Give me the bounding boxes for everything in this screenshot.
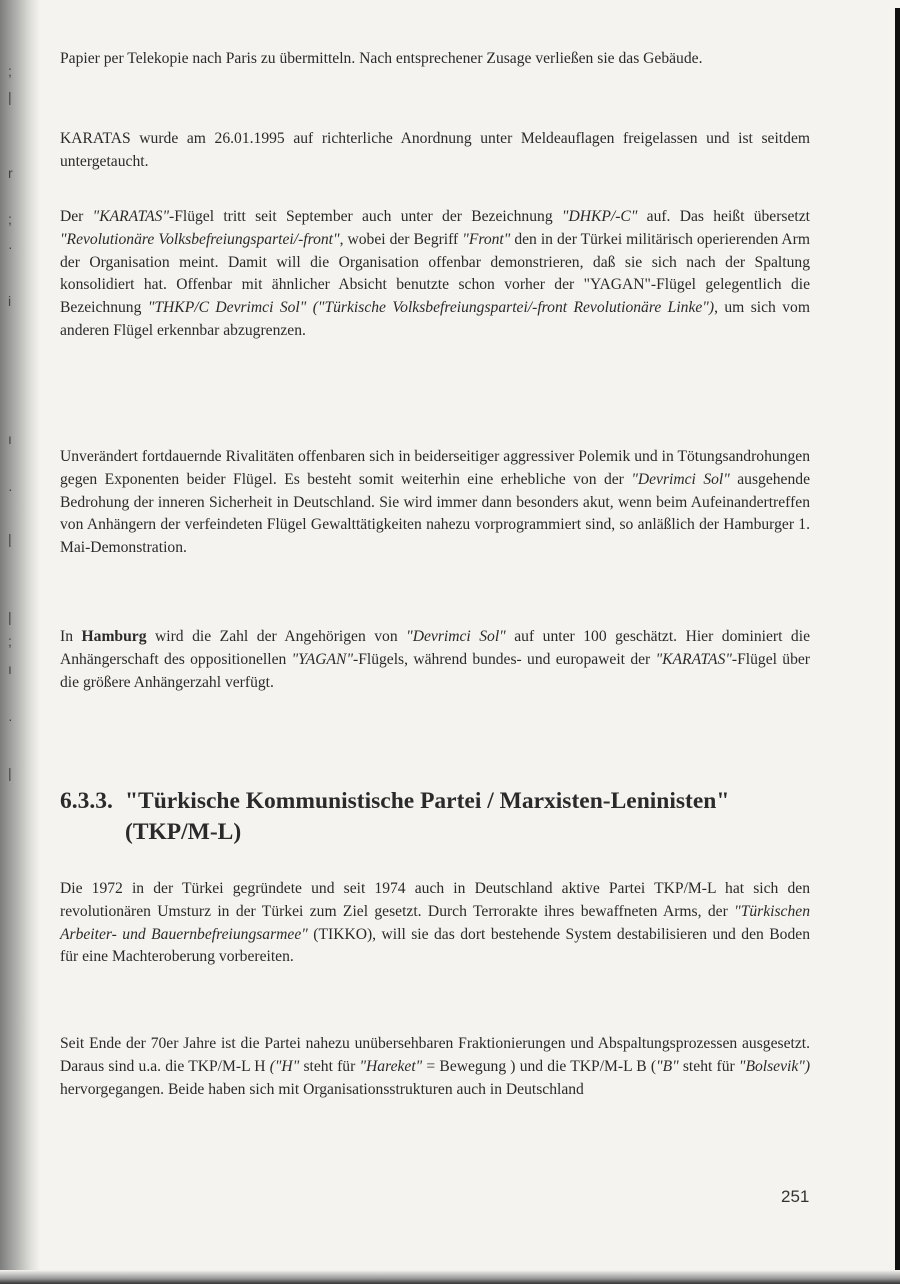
section-number: 6.3.3. — [60, 788, 113, 814]
scan-left-shadow — [0, 0, 40, 1284]
paragraph-2: KARATAS wurde am 26.01.1995 auf richterliche Anordnung unter Meldeauflagen freigelassen und ist seitdem untergetaucht. — [60, 130, 810, 170]
section-heading — [60, 786, 820, 848]
paragraph-7: Seit Ende der 70er Jahre ist die Partei nahezu unübersehbaren Fraktionierungen und Abspaltungsprozessen ausgesetzt. Daraus sind u.a. die TKP/M-L H ("H" steht für "Hareket" = Bewegung ) und die TKP/M-L B ("B" steht für "Bolsevik") hervorgegangen. Beide haben sich mit Organisationsstrukturen auch in Deutschland — [60, 1035, 811, 1098]
paragraph-1: Papier per Telekopie nach Paris zu übermitteln. Nach entsprechener Zusage verließen sie das Gebäude. — [60, 50, 703, 67]
paragraph-4: Unverändert fortdauernde Rivalitäten offenbaren sich in beiderseitiger aggressiver Polemik und in Tötungsandrohungen gegen Exponenten beider Flügel. Es besteht somit weiterhin eine erhebliche von der "Devrimci Sol" ausgehende Bedrohung der inneren Sicherheit in Deutschland. Sie wird immer dann besonders akut, wenn beim Aufeinandertreffen von Anhängern der verfeindeten Flügel Gewalttätigkeiten nahezu vorprogrammiert sind, so anläßlich der Hamburger 1. Mai-Demonstration. — [60, 448, 810, 557]
section-title-line-1: "Türkische Kommunistische Partei / Marxisten-Leninisten" — [125, 788, 730, 814]
scan-bottom-edge — [0, 1270, 900, 1284]
paragraph-6: Die 1972 in der Türkei gegründete und seit 1974 auch in Deutschland aktive Partei TKP/M-L hat sich den revolutionären Umsturz in der Türkei zum Ziel gesetzt. Durch Terrorakte ihres bewaffneten Arms, der "Türkischen Arbeiter- und Bauernbefreiungsarmee" (TIKKO), will sie das dort bestehende System destabilisieren und den Boden für eine Machteroberung vorbereiten. — [60, 880, 810, 966]
scan-right-edge — [895, 8, 900, 1276]
section-title-line-2: (TKP/M-L) — [125, 819, 242, 845]
paragraph-3: Der "KARATAS"-Flügel tritt seit September auch unter der Bezeichnung "DHKP/-C" auf. Das heißt übersetzt "Revolutionäre Volksbefreiungspartei/-front", wobei der Begriff "Front" den in der Türkei militärisch operierenden Arm der Organisation meint. Damit will die Organisation offenbar demonstrieren, daß sie sich nach der Spaltung konsolidiert hat. Offenbar mit ähnlicher Absicht benutzte schon vorher der "YAGAN"-Flügel gelegentlich die Bezeichnung "THKP/C Devrimci Sol" ("Türkische Volksbefreiungspartei/-front Revolutionäre Linke"), um sich vom anderen Flügel erkennbar abzugrenzen. — [60, 208, 810, 339]
page-number: 251 — [781, 1187, 810, 1206]
paragraph-5: In Hamburg wird die Zahl der Angehörigen von "Devrimci Sol" auf unter 100 geschätzt. Hier dominiert die Anhängerschaft des oppositionellen "YAGAN"-Flügels, während bundes- und europaweit der "KARATAS"-Flügel über die größere Anhängerzahl verfügt. — [60, 628, 810, 691]
